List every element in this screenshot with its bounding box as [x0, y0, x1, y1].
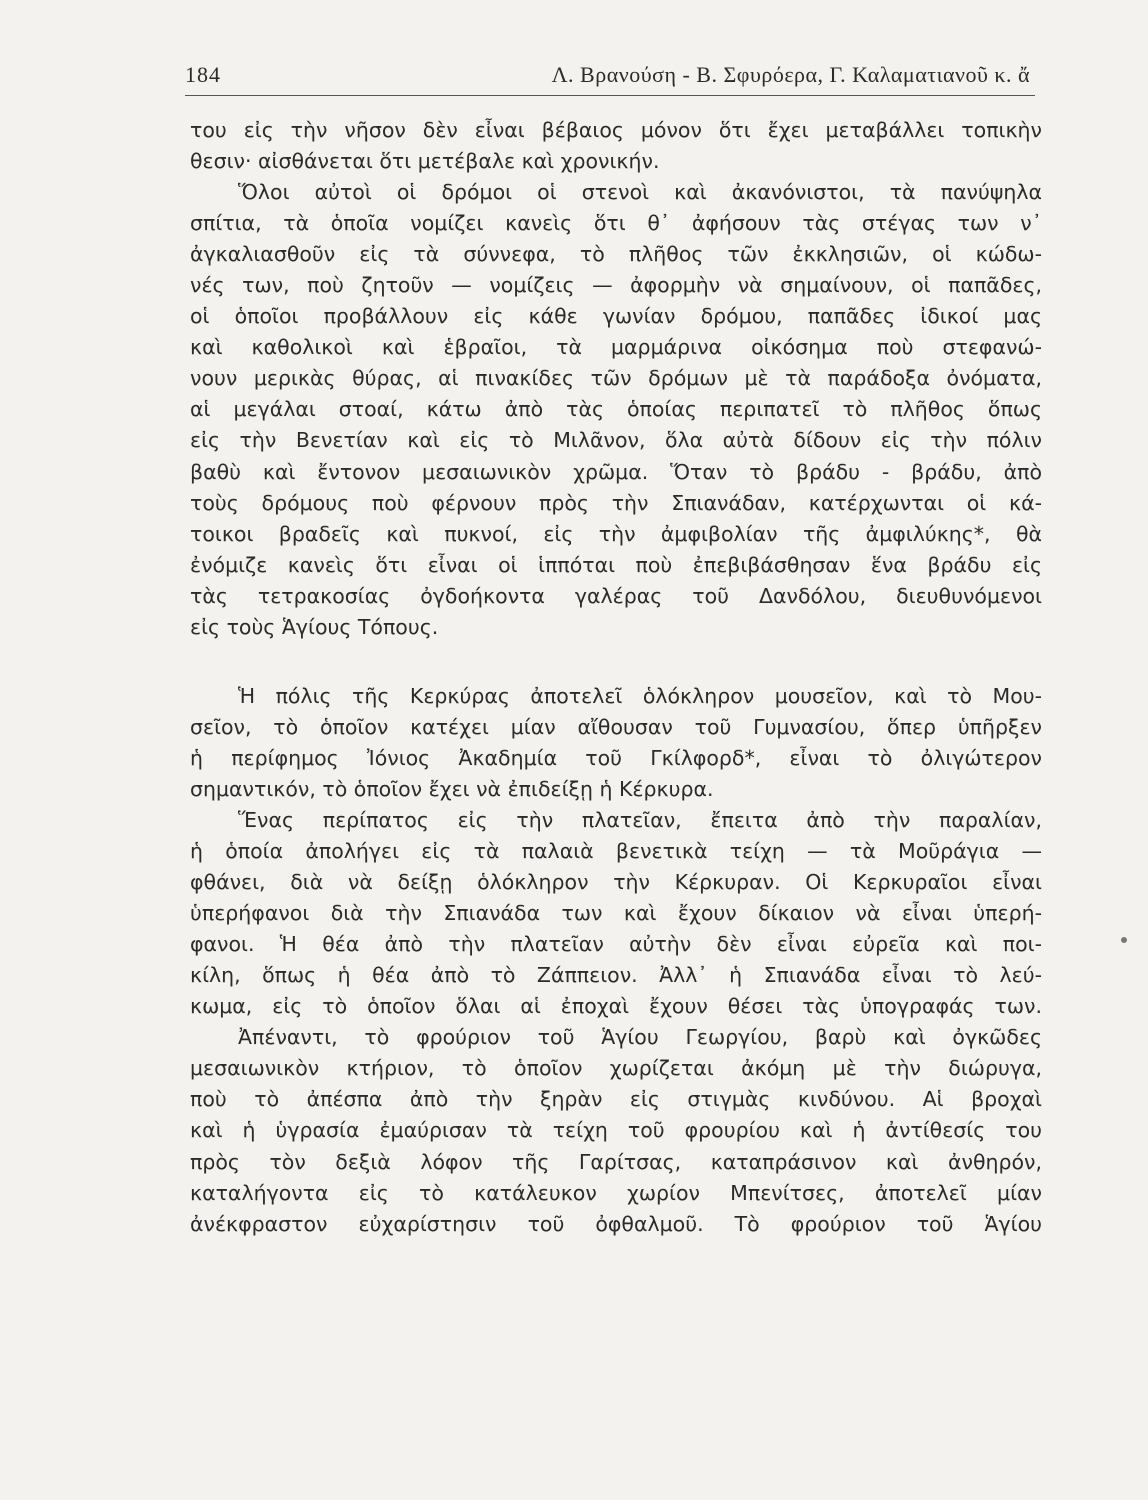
text-line: βαθὺ καὶ ἔντονον μεσαιωνικὸν χρῶμα. Ὅταν τὸ βράδυ - βράδυ, ἀπὸ [190, 459, 1042, 484]
paragraph-1 [190, 115, 1042, 177]
text-line: εἰς τὴν Βενετίαν καὶ εἰς τὸ Μιλᾶνον, ὅλα αὐτὰ δίδουν εἰς τὴν πόλιν [190, 428, 1042, 453]
text-line: καὶ ἡ ὑγρασία ἐμαύρισαν τὰ τείχη τοῦ φρουρίου καὶ ἡ ἀντίθεσίς του [190, 1118, 1042, 1143]
body-text [190, 115, 1042, 1240]
text-line: νές των, ποὺ ζητοῦν — νομίζεις — ἀφορμὴν νὰ σημαίνουν, οἱ παπᾶδες, [190, 273, 1042, 298]
text-line: ἐνόμιζε κανεὶς ὅτι εἶναι οἱ ἱππόται ποὺ ἐπεβιβάσθησαν ἕνα βράδυ εἰς [190, 552, 1042, 577]
text-line: Ὅλοι αὐτοὶ οἱ δρόμοι οἱ στενοὶ καὶ ἀκανόνιστοι, τὰ πανύψηλα [238, 180, 1042, 205]
text-line: φανοι. Ἡ θέα ἀπὸ τὴν πλατεῖαν αὐτὴν δὲν εἶναι εὐρεῖα καὶ ποι- [190, 932, 1042, 957]
text-line: σεῖον, τὸ ὁποῖον κατέχει μίαν αἴθουσαν τοῦ Γυμνασίου, ὅπερ ὑπῆρξεν [190, 714, 1042, 739]
text-line: οἱ ὁποῖοι προβάλλουν εἰς κάθε γωνίαν δρόμου, παπᾶδες ἰδικοί μας [190, 304, 1042, 329]
text-line: ποὺ τὸ ἀπέσπα ἀπὸ τὴν ξηρὰν εἰς στιγμὰς κινδύνου. Αἱ βροχαὶ [190, 1087, 1042, 1112]
text-line: τοὺς δρόμους ποὺ φέρνουν πρὸς τὴν Σπιανάδαν, κατέρχωνται οἱ κά- [190, 490, 1042, 515]
text-line: σημαντικόν, τὸ ὁποῖον ἔχει νὰ ἐπιδείξῃ ἡ Κέρκυρα. [190, 776, 714, 801]
text-line: τοικοι βραδεῖς καὶ πυκνοί, εἰς τὴν ἀμφιβολίαν τῆς ἀμφιλύκης*, θὰ [190, 521, 1042, 546]
text-line: εἰς τοὺς Ἁγίους Τόπους. [190, 614, 439, 639]
text-line: κωμα, εἰς τὸ ὁποῖον ὅλαι αἱ ἐποχαὶ ἔχουν θέσει τὰς ὑπογραφάς των. [190, 994, 1042, 1019]
text-line: καταλήγοντα εἰς τὸ κατάλευκον χωρίον Μπενίτσες, ἀποτελεῖ μίαν [190, 1180, 1042, 1205]
text-line: σπίτια, τὰ ὁποῖα νομίζει κανεὶς ὅτι θ᾽ ἀφήσουν τὰς στέγας των ν᾽ [190, 211, 1042, 236]
paragraph-3 [190, 681, 1042, 805]
text-line: φθάνει, διὰ νὰ δείξῃ ὁλόκληρον τὴν Κέρκυραν. Οἱ Κερκυραῖοι εἶναι [190, 870, 1042, 895]
margin-dot [1121, 937, 1127, 943]
text-line: αἱ μεγάλαι στοαί, κάτω ἀπὸ τὰς ὁποίας περιπατεῖ τὸ πλῆθος ὅπως [190, 397, 1042, 422]
text-line: πρὸς τὸν δεξιὰ λόφον τῆς Γαρίτσας, καταπράσινον καὶ ἀνθηρόν, [190, 1149, 1042, 1174]
text-line: ἀνέκφραστον εὐχαρίστησιν τοῦ ὀφθαλμοῦ. Τὸ φρούριον τοῦ Ἁγίου [190, 1211, 1042, 1236]
text-line: θεσιν· αἰσθάνεται ὅτι μετέβαλε καὶ χρονικήν. [190, 149, 660, 174]
paragraph-2 [190, 177, 1042, 643]
header-rule [185, 95, 1035, 96]
text-line: ὑπερήφανοι διὰ τὴν Σπιανάδα των καὶ ἔχουν δίκαιον νὰ εἶναι ὑπερή- [190, 901, 1042, 926]
paragraph-4 [190, 805, 1042, 1022]
text-line: ἡ ὁποία ἀπολήγει εἰς τὰ παλαιὰ βενετικὰ τείχη — τὰ Μοῦράγια — [190, 839, 1042, 864]
page-number: 184 [185, 62, 221, 87]
text-line: Ἡ πόλις τῆς Κερκύρας ἀποτελεῖ ὁλόκληρον μουσεῖον, καὶ τὸ Μου- [238, 683, 1042, 708]
running-head: Λ. Βρανούση - Β. Σφυρόερα, Γ. Καλαματιανοῦ κ. ἄ [551, 62, 1030, 87]
text-line: του εἰς τὴν νῆσον δὲν εἶναι βέβαιος μόνον ὅτι ἔχει μεταβάλλει τοπικὴν [190, 118, 1042, 142]
text-line: νουν μερικὰς θύρας, αἱ πινακίδες τῶν δρόμων μὲ τὰ παράδοξα ὀνόματα, [190, 366, 1042, 391]
text-line: ἀγκαλιασθοῦν εἰς τὰ σύννεφα, τὸ πλῆθος τῶν ἐκκλησιῶν, οἱ κώδω- [190, 242, 1042, 267]
paragraph-gap [190, 643, 1042, 681]
text-line: ἡ περίφημος Ἰόνιος Ἀκαδημία τοῦ Γκίλφορδ*, εἶναι τὸ ὀλιγώτερον [190, 745, 1042, 770]
text-line: Ἀπέναντι, τὸ φρούριον τοῦ Ἁγίου Γεωργίου, βαρὺ καὶ ὀγκῶδες [238, 1025, 1042, 1050]
paragraph-5 [190, 1022, 1042, 1239]
text-line: κίλη, ὅπως ἡ θέα ἀπὸ τὸ Ζάππειον. Ἀλλ᾽ ἡ Σπιανάδα εἶναι τὸ λεύ- [190, 963, 1042, 988]
page-header [185, 62, 1040, 94]
text-line: καὶ καθολικοὶ καὶ ἑβραῖοι, τὰ μαρμάρινα οἰκόσημα ποὺ στεφανώ- [190, 335, 1042, 360]
text-line: τὰς τετρακοσίας ὀγδοήκοντα γαλέρας τοῦ Δανδόλου, διευθυνόμενοι [190, 583, 1042, 608]
text-line: μεσαιωνικὸν κτήριον, τὸ ὁποῖον χωρίζεται ἀκόμη μὲ τὴν διώρυγα, [190, 1056, 1042, 1081]
text-line: Ἕνας περίπατος εἰς τὴν πλατεῖαν, ἔπειτα ἀπὸ τὴν παραλίαν, [238, 807, 1042, 832]
